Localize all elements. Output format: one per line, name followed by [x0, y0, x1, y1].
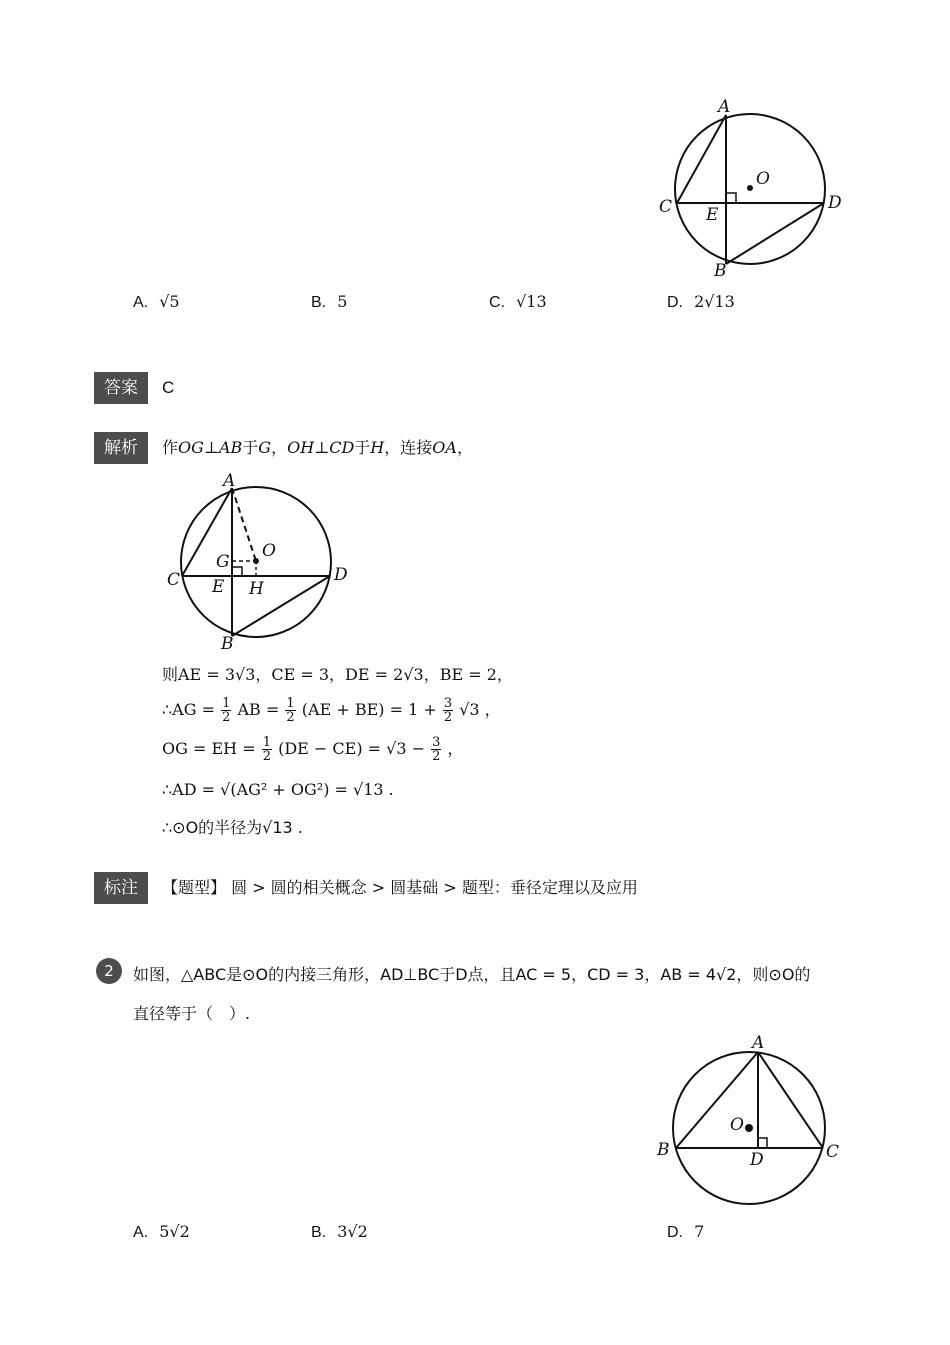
label-b: B: [221, 634, 234, 653]
center-dot: [253, 558, 259, 564]
q2-option-d[interactable]: [667, 1222, 704, 1242]
label-b: B: [657, 1140, 670, 1160]
label-d: D: [334, 565, 348, 585]
analysis-step-1: 则AE = 3√3，CE = 3，DE = 2√3，BE = 2，: [162, 665, 513, 684]
answer-value: C: [162, 378, 175, 397]
analysis-intro: 作OG⊥AB于G，OH⊥CD于H，连接OA，: [162, 438, 473, 457]
option-label: B.: [311, 1224, 327, 1241]
label-c: C: [659, 197, 673, 217]
analysis-figure: [160, 468, 360, 653]
q1-option-c[interactable]: [489, 292, 547, 312]
label-a: A: [718, 97, 731, 117]
option-value: 3√2: [337, 1222, 368, 1241]
analysis-step-4: ∴AD = √(AG² + OG²) = √13 .: [162, 780, 394, 799]
q2-option-b[interactable]: [311, 1222, 368, 1242]
option-value: 7: [694, 1222, 705, 1241]
option-label: D.: [667, 294, 683, 311]
q2-stem-line-2: 直径等于（ ）.: [133, 1004, 251, 1023]
option-value: 2√13: [694, 292, 735, 311]
center-dot: [745, 1124, 753, 1132]
option-value: 5: [337, 292, 348, 311]
label-h: H: [249, 579, 264, 599]
label-c: C: [167, 570, 181, 590]
option-label: A.: [133, 1224, 149, 1241]
right-angle-mark: [726, 193, 736, 203]
segment-bd: [232, 576, 330, 636]
segment-ac: [677, 115, 726, 203]
q1-figure: [650, 90, 850, 285]
analysis-step-5: ∴⊙O的半径为√13 .: [162, 818, 303, 837]
option-label: C.: [489, 294, 505, 311]
segment-ac: [758, 1052, 823, 1148]
option-value: √13: [516, 292, 547, 311]
segment-ab: [676, 1052, 758, 1148]
q1-option-b[interactable]: [311, 292, 347, 312]
answer-tag: 答案: [94, 372, 148, 404]
label-e: E: [706, 205, 719, 225]
label-c: C: [826, 1142, 840, 1162]
label-d: D: [750, 1150, 764, 1170]
note-tag: 标注: [94, 872, 148, 904]
question-number-badge: 2: [96, 958, 122, 984]
label-o: O: [262, 541, 276, 561]
q2-stem-line-1: 如图，△ABC是⊙O的内接三角形，AD⊥BC于D点，且AC = 5，CD = 3，AB = 4√2，则⊙O的: [133, 965, 811, 984]
option-label: B.: [311, 294, 327, 311]
q1-option-a[interactable]: [133, 292, 180, 312]
label-o: O: [756, 169, 770, 189]
option-label: D.: [667, 1224, 683, 1241]
label-b: B: [714, 261, 727, 281]
label-a: A: [752, 1033, 765, 1053]
label-e: E: [212, 577, 225, 597]
label-d: D: [828, 193, 842, 213]
right-angle-mark: [232, 567, 242, 576]
note-text: 【题型】 圆 > 圆的相关概念 > 圆基础 > 题型：垂径定理以及应用: [162, 878, 638, 897]
option-value: 5√2: [159, 1222, 190, 1241]
label-g: G: [216, 552, 230, 572]
option-label: A.: [133, 294, 149, 311]
label-a: A: [223, 471, 236, 491]
center-dot: [747, 185, 753, 191]
segment-oa: [232, 488, 256, 561]
analysis-step-2: ∴AG = $\frac{1}{2}$ AB = $\frac{1}{2}$ (AE + BE) = 1 + $\frac{3}{2}$ √3 ，: [162, 696, 501, 725]
q2-figure: [650, 1030, 850, 1210]
option-value: √5: [159, 292, 180, 311]
right-angle-mark: [758, 1138, 767, 1148]
analysis-step-3: OG = EH = $\frac{1}{2}$ (DE − CE) = √3 − $\frac{3}{2}$ ，: [162, 735, 464, 764]
label-o: O: [730, 1115, 744, 1135]
analysis-tag: 解析: [94, 432, 148, 464]
q1-option-d[interactable]: [667, 292, 735, 312]
q2-option-a[interactable]: [133, 1222, 190, 1242]
